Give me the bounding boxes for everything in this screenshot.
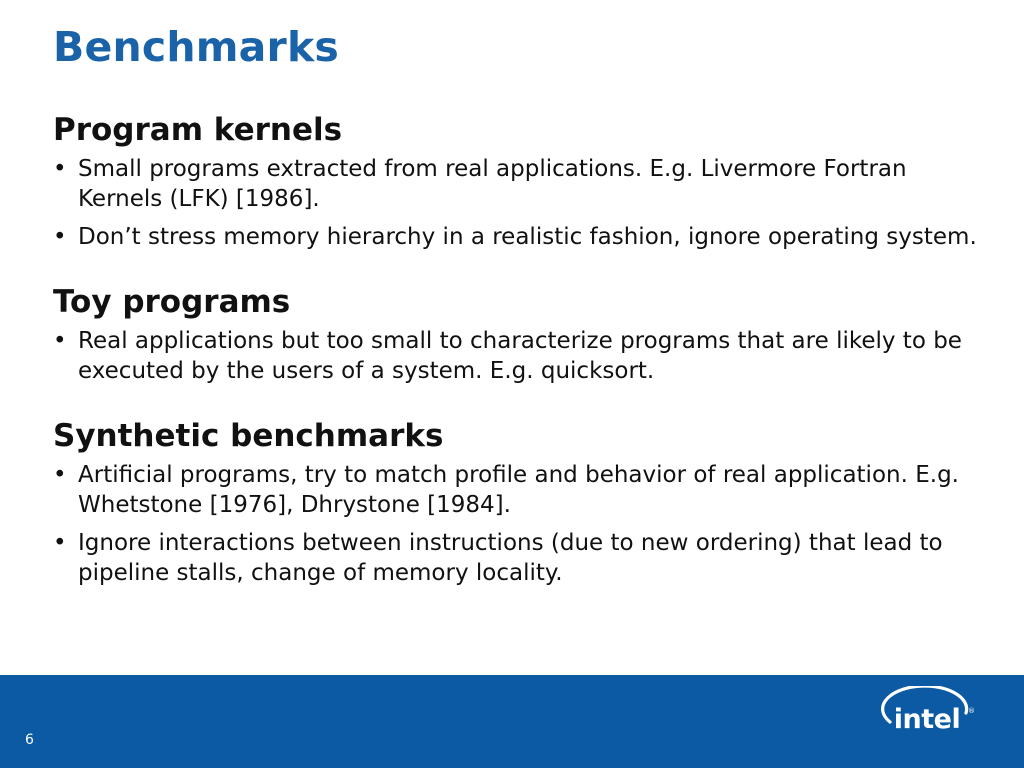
bullet-list bbox=[53, 154, 983, 252]
section-heading: Synthetic benchmarks bbox=[53, 418, 444, 454]
bullet-text: Don’t stress memory hierarchy in a realistic fashion, ignore operating system. bbox=[78, 224, 977, 250]
section-program-kernels bbox=[53, 110, 983, 252]
bullet-text: Real applications but too small to characterize programs that are likely to be executed by the users of a system. E.g. quicksort. bbox=[78, 328, 962, 384]
bullet-text: Artificial programs, try to match profile and behavior of real application. E.g. Whetstone [1976], Dhrystone [1984]. bbox=[78, 462, 959, 518]
bullet-list bbox=[53, 326, 983, 386]
bullet-item bbox=[53, 154, 983, 214]
intel-logo-icon bbox=[878, 686, 978, 748]
logo-registered-mark: ® bbox=[968, 707, 975, 715]
section-toy-programs bbox=[53, 282, 983, 386]
bullet-icon: • bbox=[53, 224, 67, 250]
slide-content bbox=[53, 110, 983, 588]
section-heading: Program kernels bbox=[53, 112, 343, 148]
footer-band bbox=[0, 675, 1024, 768]
bullet-text: Ignore interactions between instructions (due to new ordering) that lead to pipeline stalls, change of memory locality. bbox=[78, 530, 943, 586]
page-number: 6 bbox=[25, 732, 34, 748]
bullet-item bbox=[53, 460, 983, 520]
bullet-item bbox=[53, 326, 983, 386]
bullet-list bbox=[53, 460, 983, 588]
bullet-item bbox=[53, 222, 983, 252]
bullet-item bbox=[53, 528, 983, 588]
bullet-icon: • bbox=[53, 530, 67, 556]
section-heading: Toy programs bbox=[53, 284, 291, 320]
logo-wordmark: intel bbox=[893, 704, 961, 735]
slide-title: Benchmarks bbox=[53, 23, 340, 71]
bullet-icon: • bbox=[53, 462, 67, 488]
section-synthetic-benchmarks bbox=[53, 416, 983, 588]
bullet-icon: • bbox=[53, 156, 67, 182]
bullet-text: Small programs extracted from real applications. E.g. Livermore Fortran Kernels (LFK) [1986]. bbox=[78, 156, 907, 212]
bullet-icon: • bbox=[53, 328, 67, 354]
